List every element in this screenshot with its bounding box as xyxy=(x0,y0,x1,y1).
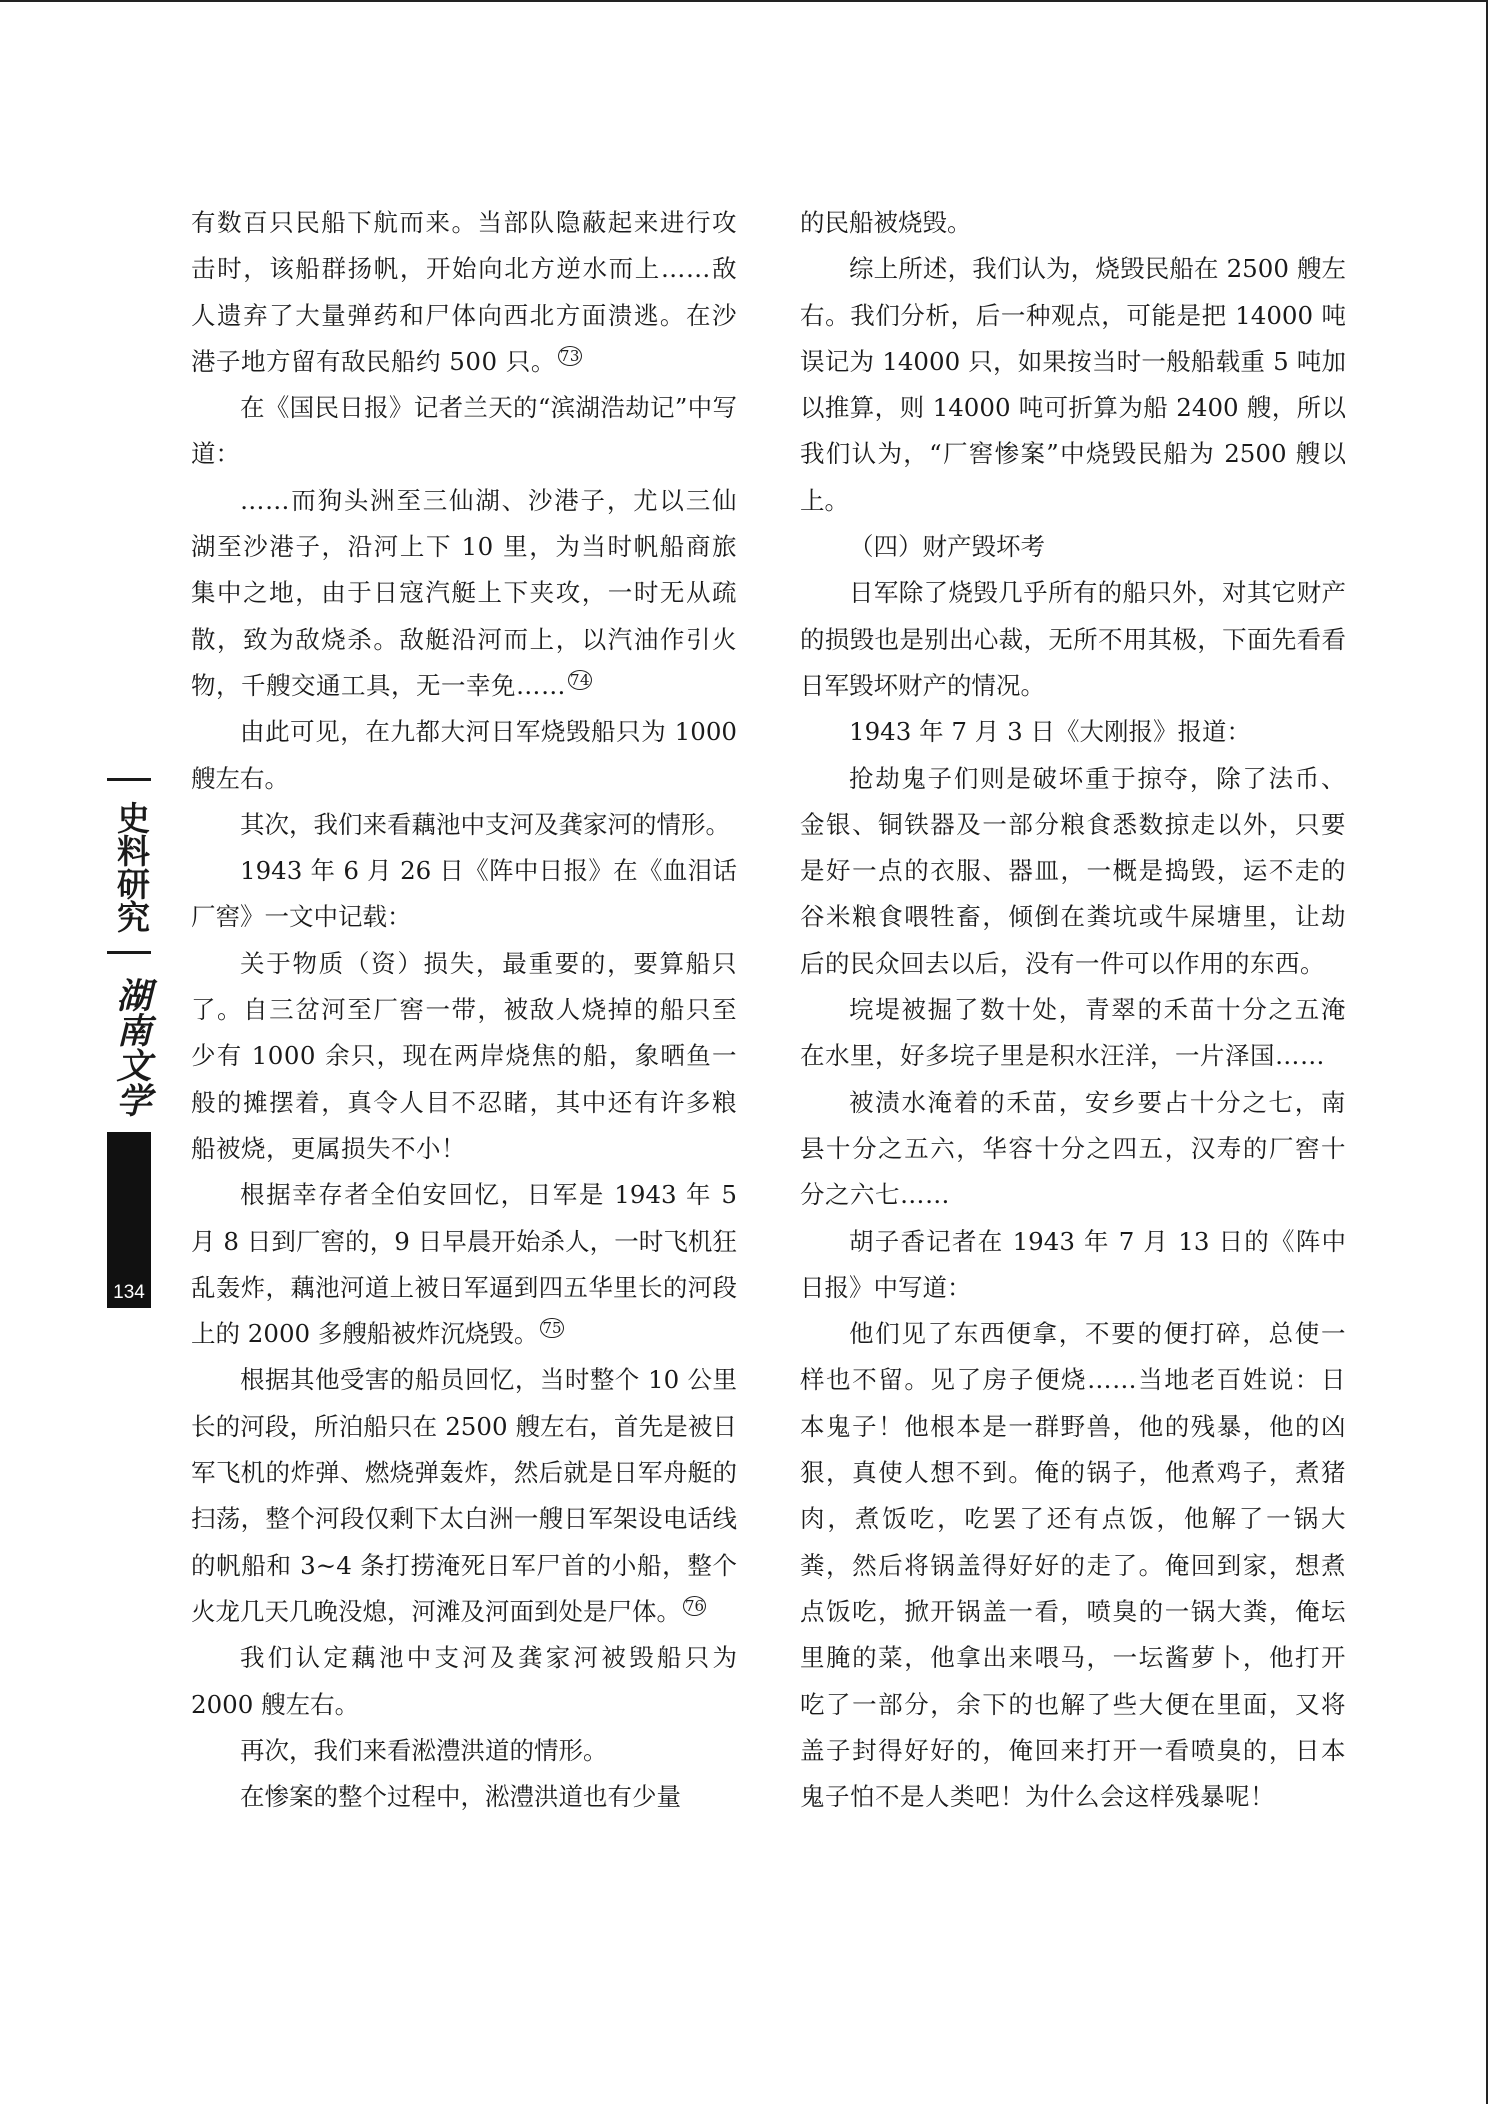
paragraph xyxy=(191,1728,737,1774)
paragraph-text: 在惨案的整个过程中，淞澧洪道也有少量 xyxy=(240,1782,681,1812)
paragraph-text: 胡子香记者在 1943 年 7 月 13 日的《阵中日报》中写道： xyxy=(800,1226,1346,1302)
paragraph xyxy=(191,802,737,848)
paragraph-text: 根据其他受害的船员回忆，当时整个 10 公里长的河段，所泊船只在 2500 艘左右，首先是被日军飞机的炸弹、燃烧弹轰炸，然后就是日军舟艇的扫荡，整个河段仅剩下太白洲一艘日军架设电话线的帆船和 3~4 条打捞淹死日军尸首的小船，整个火龙几天几晚没熄，河滩及河面到处是尸体。 xyxy=(191,1365,737,1626)
paragraph xyxy=(800,1219,1346,1312)
paragraph xyxy=(800,709,1346,755)
footnote-marker: 73 xyxy=(559,346,580,365)
page-number: 134 xyxy=(113,1282,145,1303)
left-column xyxy=(191,200,737,1820)
journal-name: 湖南文学 xyxy=(111,977,152,1117)
sidebar xyxy=(107,778,151,1308)
paragraph xyxy=(191,1635,737,1728)
paragraph-text: 我们认定藕池中支河及龚家河被毁船只为 2000 艘左右。 xyxy=(191,1643,737,1719)
paragraph xyxy=(191,709,737,802)
paragraph-text: 由此可见，在九都大河日军烧毁船只为 1000 艘左右。 xyxy=(191,717,737,793)
paragraph xyxy=(191,1774,737,1820)
paragraph-text: 在《国民日报》记者兰天的“滨湖浩劫记”中写道： xyxy=(191,393,737,469)
paragraph xyxy=(800,200,1346,246)
paragraph-text: 被渍水淹着的禾苗，安乡要占十分之七，南县十分之五六，华容十分之四五，汉寿的厂窖十分之六七…… xyxy=(800,1087,1346,1210)
paragraph xyxy=(800,1080,1346,1219)
paragraph xyxy=(191,848,737,941)
paragraph xyxy=(191,200,737,385)
paragraph xyxy=(191,385,737,478)
footnote-marker: 74 xyxy=(570,670,591,689)
paragraph xyxy=(191,478,737,709)
paragraph-text: 有数百只民船下航而来。当部队隐蔽起来进行攻击时，该船群扬帆，开始向北方逆水而上……敌人遗弃了大量弹药和尸体向西北方面溃逃。在沙港子地方留有敌民船约 500 只。 xyxy=(191,208,737,376)
paragraph xyxy=(191,1357,737,1635)
footnote-marker: 76 xyxy=(685,1596,705,1615)
right-column xyxy=(800,200,1346,1820)
paragraph-text: 其次，我们来看藕池中支河及龚家河的情形。 xyxy=(240,809,730,839)
paragraph-text: 抢劫鬼子们则是破坏重于掠夺，除了法币、金银、铜铁器及一部分粮食悉数掠走以外，只要是好一点的衣服、器皿，一概是捣毁，运不走的谷米粮食喂牲畜，倾倒在粪坑或牛屎塘里，让劫后的民众回去以后，没有一件可以作用的东西。 xyxy=(800,763,1346,978)
paragraph-text: 垸堤被掘了数十处，青翠的禾苗十分之五淹在水里，好多垸子里是积水汪洋，一片泽国…… xyxy=(800,995,1346,1071)
page-number-block xyxy=(107,1132,151,1308)
paragraph-text: 综上所述，我们认为，烧毁民船在 2500 艘左右。我们分析，后一种观点，可能是把 14000 吨误记为 14000 只，如果按当时一般船载重 5 吨加以推算，则 14000 吨可折算为船 2400 艘，所以我们认为，“厂窖惨案”中烧毁民船为 2500 艘以上。 xyxy=(800,254,1346,515)
sidebar-rule-top xyxy=(107,778,151,781)
paragraph xyxy=(800,1311,1346,1820)
paragraph-text: 日军除了烧毁几乎所有的船只外，对其它财产的损毁也是别出心裁，无所不用其极，下面先看看日军毁坏财产的情况。 xyxy=(800,578,1346,700)
section-title: 史料研究 xyxy=(112,801,151,933)
footnote-marker: 75 xyxy=(542,1318,562,1337)
paragraph xyxy=(800,570,1346,709)
paragraph xyxy=(800,524,1346,570)
paragraph-text: 他们见了东西便拿，不要的便打碎，总使一样也不留。见了房子便烧……当地老百姓说：日本鬼子！他根本是一群野兽，他的残暴，他的凶狠，真使人想不到。俺的锅子，他煮鸡子，煮猪肉，煮饭吃，吃罢了还有点饭，他解了一锅大粪，然后将锅盖得好好的走了。俺回到家，想煮点饭吃，掀开锅盖一看，喷臭的一锅大粪，俺坛里腌的菜，他拿出来喂马，一坛酱萝卜，他打开吃了一部分，余下的也解了些大便在里面，又将盖子封得好好的，俺回来打开一看喷臭的，日本鬼子怕不是人类吧！为什么会这样残暴呢！ xyxy=(800,1319,1346,1812)
paragraph xyxy=(800,987,1346,1080)
paragraph xyxy=(800,246,1346,524)
paragraph-text: 1943 年 6 月 26 日《阵中日报》在《血泪话厂窖》一文中记载： xyxy=(191,856,737,932)
paragraph xyxy=(191,941,737,1172)
paragraph-text: 根据幸存者全伯安回忆，日军是 1943 年 5 月 8 日到厂窖的，9 日早晨开始杀人，一时飞机狂乱轰炸，藕池河道上被日军逼到四五华里长的河段上的 2000 多艘船被炸沉烧毁。 xyxy=(191,1180,737,1349)
paragraph-text: 1943 年 7 月 3 日《大刚报》报道： xyxy=(849,717,1251,747)
paragraph xyxy=(191,1172,737,1357)
sidebar-rule-middle xyxy=(107,951,151,954)
paragraph-text: ……而狗头洲至三仙湖、沙港子，尤以三仙湖至沙港子，沿河上下 10 里，为当时帆船商旅集中之地，由于日寇汽艇上下夹攻，一时无从疏散，致为敌烧杀。敌艇沿河而上，以汽油作引火物，千艘交通工具，无一幸免…… xyxy=(191,485,737,700)
paragraph-text: 关于物质（资）损失，最重要的，要算船只了。自三岔河至厂窖一带，被敌人烧掉的船只至少有 1000 余只，现在两岸烧焦的船，象晒鱼一般的摊摆着，真令人目不忍睹，其中还有许多粮船被烧，更属损失不小！ xyxy=(191,948,737,1163)
paragraph xyxy=(800,756,1346,987)
paragraph-text: （四）财产毁坏考 xyxy=(849,532,1045,562)
page-border-top xyxy=(0,0,1488,2)
paragraph-text: 再次，我们来看淞澧洪道的情形。 xyxy=(240,1735,608,1765)
paragraph-text: 的民船被烧毁。 xyxy=(800,208,972,237)
